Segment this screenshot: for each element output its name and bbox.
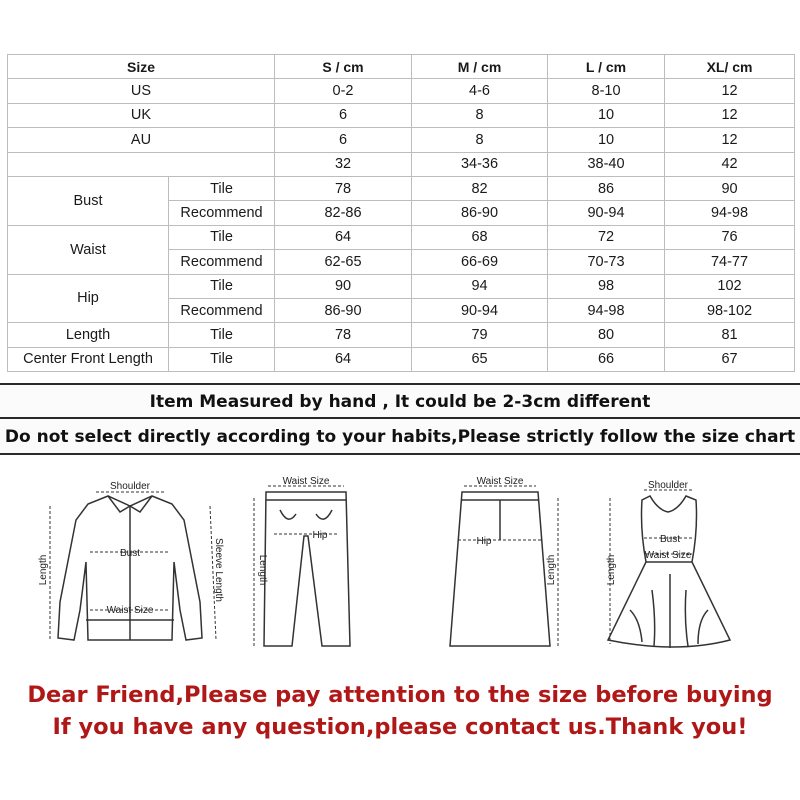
row-label-length: Length: [8, 323, 169, 347]
dress-icon: [590, 470, 760, 660]
skirt-icon: [420, 470, 580, 660]
pants-length-label: Length: [257, 554, 268, 586]
table-cell: 64: [275, 225, 412, 249]
table-row-bust-tile: [8, 176, 795, 200]
pants-measurement-diagram: [240, 470, 370, 660]
table-cell: 12: [665, 103, 795, 127]
sub-label: Tile: [169, 347, 275, 371]
table-cell: 90: [275, 274, 412, 298]
table-cell: 66-69: [412, 250, 548, 274]
dress-measurement-diagram: [590, 470, 760, 660]
header-xl: XL/ cm: [665, 55, 795, 79]
measurement-note-text: Item Measured by hand , It could be 2-3cm different: [149, 392, 651, 412]
pants-icon: [240, 470, 370, 660]
table-cell: 12: [665, 79, 795, 103]
header-l: L / cm: [548, 55, 665, 79]
shirt-bust-label: Bust: [119, 548, 141, 559]
table-cell: 82-86: [275, 201, 412, 225]
row-label: AU: [8, 128, 275, 152]
table-cell: 64: [275, 347, 412, 371]
table-cell: 66: [548, 347, 665, 371]
sub-label: Tile: [169, 323, 275, 347]
row-label: [8, 152, 275, 176]
skirt-waist-label: Waist Size: [476, 476, 524, 487]
row-label-waist: Waist: [8, 225, 169, 274]
table-cell: 38-40: [548, 152, 665, 176]
table-row-eu: [8, 152, 795, 176]
table-cell: 10: [548, 128, 665, 152]
pants-waist-label: Waist Size: [282, 476, 330, 487]
table-cell: 79: [412, 323, 548, 347]
row-label: UK: [8, 103, 275, 127]
dress-waist-label: Waist Size: [644, 550, 692, 561]
table-cell: 32: [275, 152, 412, 176]
table-cell: 12: [665, 128, 795, 152]
table-cell: 62-65: [275, 250, 412, 274]
measurement-note-banner: [0, 383, 800, 419]
table-cell: 72: [548, 225, 665, 249]
table-cell: 6: [275, 103, 412, 127]
row-label-center-front-length: Center Front Length: [8, 347, 169, 371]
table-cell: 10: [548, 103, 665, 127]
size-chart-warning-banner: [0, 417, 800, 455]
footer-attention-text: Dear Friend,Please pay attention to the size before buying: [27, 682, 773, 708]
table-cell: 90: [665, 176, 795, 200]
table-row-waist-tile: [8, 225, 795, 249]
table-cell: 86: [548, 176, 665, 200]
table-cell: 67: [665, 347, 795, 371]
sub-label: Tile: [169, 225, 275, 249]
table-cell: 42: [665, 152, 795, 176]
table-cell: 68: [412, 225, 548, 249]
table-cell: 94-98: [665, 201, 795, 225]
row-label: US: [8, 79, 275, 103]
table-cell: 76: [665, 225, 795, 249]
table-cell: 0-2: [275, 79, 412, 103]
row-label-hip: Hip: [8, 274, 169, 323]
table-cell: 8: [412, 103, 548, 127]
table-cell: 65: [412, 347, 548, 371]
table-cell: 98-102: [665, 298, 795, 322]
table-row-uk: [8, 103, 795, 127]
footer-contact-text: If you have any question,please contact us.Thank you!: [52, 714, 748, 740]
table-row-center-front-length: [8, 347, 795, 371]
table-cell: 98: [548, 274, 665, 298]
sub-label: Recommend: [169, 298, 275, 322]
table-cell: 78: [275, 176, 412, 200]
skirt-hip-label: Hip: [476, 536, 492, 547]
table-cell: 78: [275, 323, 412, 347]
dress-bust-label: Bust: [659, 534, 681, 545]
table-cell: 86-90: [412, 201, 548, 225]
table-cell: 94: [412, 274, 548, 298]
sub-label: Tile: [169, 274, 275, 298]
dress-shoulder-label: Shoulder: [647, 480, 689, 491]
pants-hip-label: Hip: [312, 530, 328, 541]
table-row-hip-tile: [8, 274, 795, 298]
table-cell: 81: [665, 323, 795, 347]
table-cell: 34-36: [412, 152, 548, 176]
table-cell: 90-94: [412, 298, 548, 322]
table-row-au: [8, 128, 795, 152]
shirt-length-label: Length: [38, 554, 49, 586]
table-cell: 70-73: [548, 250, 665, 274]
table-cell: 82: [412, 176, 548, 200]
table-cell: 90-94: [548, 201, 665, 225]
shirt-sleeve-label: Sleeve Length: [213, 538, 224, 602]
dress-length-label: Length: [606, 554, 617, 586]
sub-label: Tile: [169, 176, 275, 200]
table-cell: 74-77: [665, 250, 795, 274]
size-chart-table: [7, 54, 795, 372]
sub-label: Recommend: [169, 250, 275, 274]
table-row-length: [8, 323, 795, 347]
sub-label: Recommend: [169, 201, 275, 225]
shirt-icon: [30, 470, 230, 660]
table-cell: 6: [275, 128, 412, 152]
table-cell: 4-6: [412, 79, 548, 103]
table-cell: 80: [548, 323, 665, 347]
table-cell: 86-90: [275, 298, 412, 322]
shirt-waist-label: Waist Size: [106, 605, 154, 616]
header-m: M / cm: [412, 55, 548, 79]
header-s: S / cm: [275, 55, 412, 79]
row-label-bust: Bust: [8, 176, 169, 225]
table-cell: 94-98: [548, 298, 665, 322]
table-cell: 102: [665, 274, 795, 298]
shirt-shoulder-label: Shoulder: [109, 481, 151, 492]
header-size: Size: [8, 55, 275, 79]
table-header-row: [8, 55, 795, 79]
size-chart-warning-text: Do not select directly according to your habits,Please strictly follow the size chart: [4, 427, 796, 447]
skirt-length-label: Length: [546, 554, 557, 586]
table-cell: 8: [412, 128, 548, 152]
shirt-measurement-diagram: [30, 470, 230, 660]
skirt-measurement-diagram: [420, 470, 580, 660]
table-row-us: [8, 79, 795, 103]
table-cell: 8-10: [548, 79, 665, 103]
